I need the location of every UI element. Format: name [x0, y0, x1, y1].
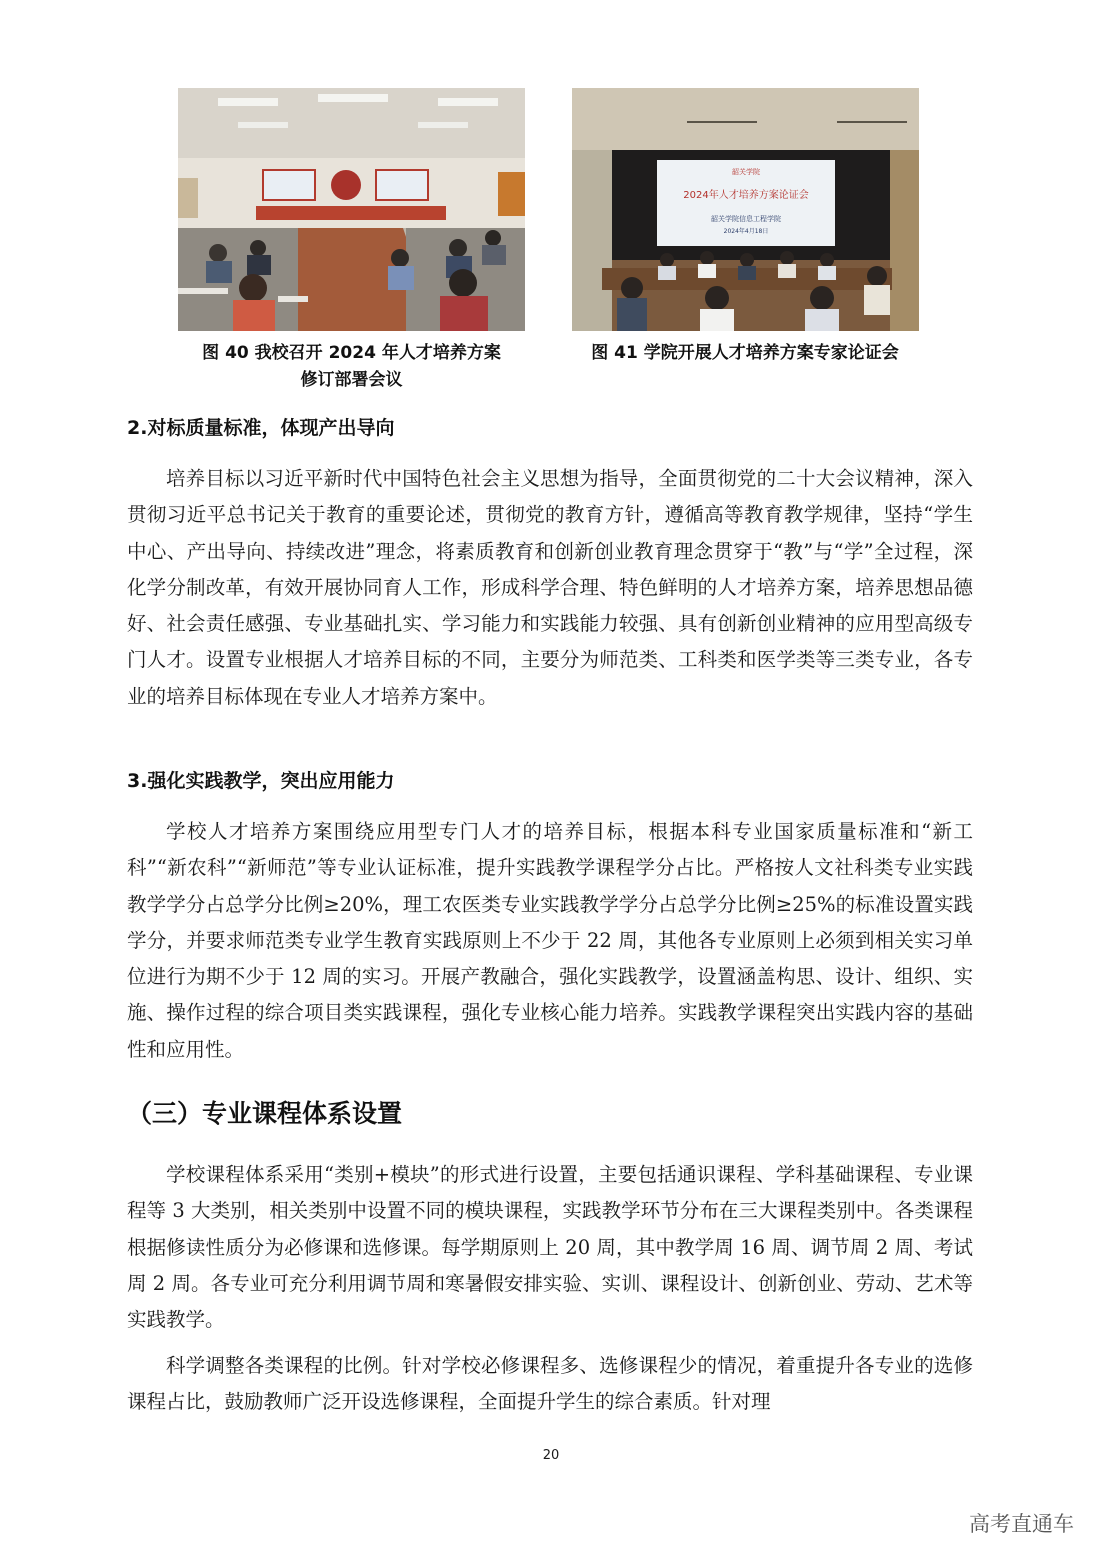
- section-three-paragraph-1: 学校课程体系采用“类别+模块”的形式进行设置，主要包括通识课程、学科基础课程、专业课程等 3 大类别，相关类别中设置不同的模块课程，实践教学环节分布在三大课程类别中。各类课程根据修读性质分为必修课和选修课。每学期原则上 20 周，其中教学周 16 周、调节周 2 周、考试周 2 周。各专业可充分利用调节周和寒暑假安排实验、实训、课程设计、创新创业、劳动、艺术等实践教学。: [127, 1163, 973, 1332]
- section-2-paragraph: 培养目标以习近平新时代中国特色社会主义思想为指导，全面贯彻党的二十大会议精神，深入贯彻习近平总书记关于教育的重要论述，贯彻党的教育方针，遵循高等教育教学规律，坚持“学生中心、产出导向、持续改进”理念，将素质教育和创新创业教育理念贯穿于“教”与“学”全过程，深化学分制改革，有效开展协同育人工作，形成科学合理、特色鲜明的人才培养方案，培养思想品德好、社会责任感强、专业基础扎实、学习能力和实践能力较强、具有创新创业精神的应用型高级专门人才。设置专业根据人才培养目标的不同，主要分为师范类、工科类和医学类等三类专业，各专业的培养目标体现在专业人才培养方案中。: [127, 467, 973, 708]
- section-3-heading: 3.强化实践教学，突出应用能力: [127, 770, 395, 792]
- screen-date: 2024年4月18日: [723, 228, 769, 235]
- section-three-heading: （三）专业课程体系设置: [127, 1099, 403, 1128]
- section-3-paragraph: 学校人才培养方案围绕应用型专门人才的培养目标，根据本科专业国家质量标准和“新工科”“新农科”“新师范”等专业认证标准，提升实践教学课程学分占比。严格按人文社科类专业实践教学学分占总学分比例≥20%，理工农医类专业实践教学学分占总学分比例≥25%的标准设置实践学分，并要求师范类专业学生教育实践原则上不少于 22 周，其他各专业原则上必须到相关实习单位进行为期不少于 12 周的实习。开展产教融合，强化实践教学，设置涵盖构思、设计、组织、实施、操作过程的综合项目类实践课程，强化专业核心能力培养。实践教学课程突出实践内容的基础性和应用性。: [127, 820, 973, 1061]
- watermark: 高考直通车: [969, 1512, 1074, 1536]
- figure-41-caption-line1: 图 41 学院开展人才培养方案专家论证会: [591, 343, 899, 363]
- screen-subtitle: 韶关学院信息工程学院: [711, 215, 781, 223]
- figure-41-caption: [555, 340, 935, 367]
- screen-title: 2024年人才培养方案论证会: [683, 190, 809, 201]
- screen-logo-text: 韶关学院: [732, 168, 760, 176]
- figure-40-caption-line1: 图 40 我校召开 2024 年人才培养方案: [202, 343, 501, 363]
- meeting-photo-left: [178, 88, 525, 331]
- section-2-heading: 2.对标质量标准，体现产出导向: [127, 417, 395, 439]
- figure-40-caption-line2: 修订部署会议: [300, 370, 403, 390]
- meeting-photo-right: [572, 88, 919, 331]
- section-three-paragraph-2: 科学调整各类课程的比例。针对学校必修课程多、选修课程少的情况，着重提升各专业的选修课程占比，鼓励教师广泛开设选修课程，全面提升学生的综合素质。针对理: [127, 1354, 973, 1414]
- page-number: 20: [542, 1448, 560, 1463]
- figure-40-caption: [168, 340, 535, 394]
